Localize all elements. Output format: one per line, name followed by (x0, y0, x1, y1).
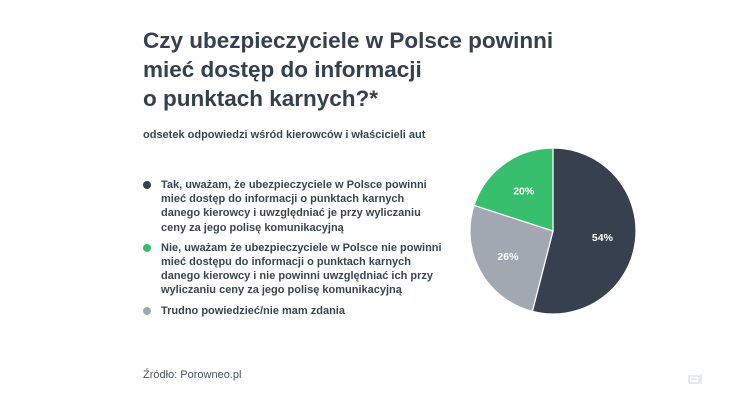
legend-label-trudno: Trudno powiedzieć/nie mam zdania (161, 304, 345, 317)
legend-label-tak: Tak, uważam, że ubezpieczyciele w Polsce powinni mieć dostęp do informacji o punktach karnych danego kierowcy i uwzględniać je przy wyliczaniu ceny za jego polisę komunikacyjną (161, 179, 427, 234)
chart-title-line-3: o punktach karnych?* (143, 86, 379, 111)
chart-subtitle: odsetek odpowiedzi wśród kierowców i właścicieli aut (143, 129, 426, 141)
chart-title (143, 26, 623, 113)
pie-label-nie: 20% (513, 185, 535, 198)
pie-chart (466, 144, 640, 318)
chart-title-line-1: Czy ubezpieczyciele w Polsce powinni (143, 28, 554, 53)
legend-item-trudno (143, 304, 443, 318)
legend-swatch-tak (143, 181, 151, 189)
pie-label-tak: 54% (591, 232, 613, 245)
source-note: Źródło: Porowneo.pl (143, 369, 242, 381)
legend-label-nie: Nie, uważam że ubezpieczyciele w Polsce nie powinni mieć dostępu do informacji o punktach karnych danego kierowcy i nie powinni uwzględniać ich przy wyliczaniu ceny za jego polisę komunikacyjną (161, 241, 442, 297)
chart-legend (143, 178, 443, 324)
watermark-icon (688, 373, 704, 385)
legend-item-nie (143, 241, 443, 298)
legend-swatch-nie (143, 244, 151, 252)
chart-title-line-2: mieć dostęp do informacji (143, 57, 422, 82)
legend-item-tak (143, 178, 443, 235)
pie-label-trudno: 26% (497, 250, 519, 263)
legend-swatch-trudno (143, 307, 151, 315)
